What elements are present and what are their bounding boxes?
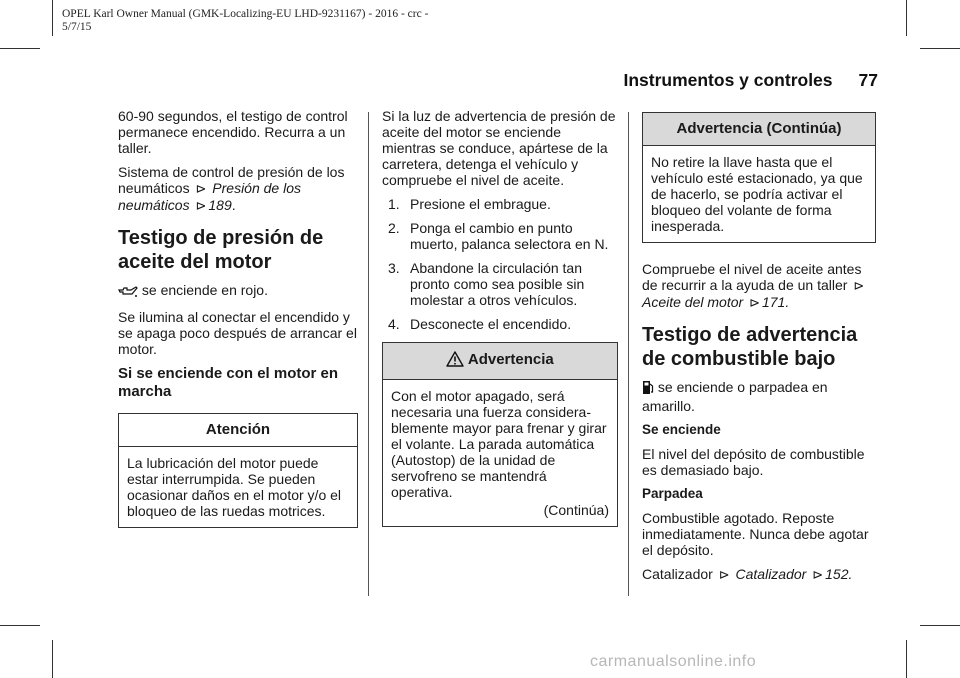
list-item: 2. Ponga el cambio en punto muerto, palanca selectora en N. (388, 220, 609, 252)
warning-triangle-icon (446, 351, 464, 371)
column-divider-2 (628, 112, 629, 596)
reference-arrow-icon: ⊳ (195, 181, 207, 196)
page-ref[interactable]: 171. (761, 294, 790, 310)
warning-header (383, 343, 617, 380)
crop-mark-bottom-right (920, 625, 960, 626)
column-2 (382, 108, 618, 527)
paragraph-oil-check: Compruebe el nivel de aceite antes de recurrir a la ayuda de un taller ⊳ Aceite del motor ⊳ 171. (642, 261, 865, 310)
warning-title: Advertencia (467, 351, 554, 368)
column-divider-1 (368, 112, 369, 596)
paragraph-tpms: Sistema de control de presión de los neumáticos ⊳ Presión de los neumáticos ⊳ 189. (118, 164, 345, 213)
continued-label: (Continúa) (543, 502, 609, 518)
fuel-pump-icon (642, 380, 654, 398)
list-item: 1. Presione el embrague. (388, 196, 551, 212)
column-3 (642, 108, 876, 591)
warning-continued-body: No retire la llave hasta que el vehículo esté estacionado, ya que de hacerlo, se podría activar el bloqueo del volante de forma inesperada. (651, 154, 863, 234)
paragraph-catalyst: Catalizador ⊳ Catalizador ⊳ 152. (642, 566, 853, 582)
section-title: Instrumentos y controles (623, 70, 833, 90)
list-item: 4. Desconecte el encendido. (388, 316, 572, 332)
crop-mark-bottom-left-v (52, 640, 53, 678)
subheading-on: Se enciende (642, 422, 721, 437)
document-meta (62, 8, 542, 34)
oil-indicator-line: se enciende en rojo. (118, 282, 358, 301)
page-ref[interactable]: 152. (825, 566, 853, 582)
paragraph: El nivel del depósito de combustible es demasiado bajo. (642, 446, 865, 478)
reference-arrow-icon: ⊳ (718, 567, 730, 582)
reference-arrow-icon: ⊳ (853, 278, 865, 293)
page-number: 77 (858, 70, 878, 90)
list-item: 3. Abandone la circulación tan pronto como sea posible sin molestar a otros vehículos. (388, 260, 585, 308)
column-1 (118, 108, 358, 528)
link-tire-pressure[interactable]: Presión de los neumáticos (118, 180, 301, 213)
crop-mark-top-left-v (52, 0, 53, 36)
attention-box (118, 413, 358, 528)
warning-continued-title: Advertencia (Continúa) (643, 113, 875, 146)
warning-box (382, 342, 618, 527)
link-engine-oil[interactable]: Aceite del motor (642, 294, 744, 310)
fuel-indicator-line: se enciende o parpadea en amarillo. (642, 379, 828, 414)
section-heading-fuel: Testigo de advertencia de combustible bajo (642, 324, 858, 370)
crop-mark-bottom-right-v (906, 640, 907, 678)
paragraph: Combustible agotado. Reposte inmediatamente. Nunca debe agotar el depósito. (642, 510, 869, 558)
reference-arrow-icon: ⊳ (195, 198, 207, 213)
subheading-flash: Parpadea (642, 486, 703, 501)
reference-arrow-icon: ⊳ (749, 295, 760, 310)
crop-mark-bottom-left (0, 625, 40, 626)
crop-mark-top-left (0, 48, 40, 49)
crop-mark-top-right-v (906, 0, 907, 36)
section-heading-oil: Testigo de presión de aceite del motor (118, 227, 324, 273)
warning-body: Con el motor apagado, será necesaria una fuerza considera-blemente mayor para frenar y girar el volante. La parada automática (Autostop) de la unidad de servofreno se mantendrá operativa. (Continúa) (391, 388, 609, 518)
warning-continued-box (642, 112, 876, 243)
link-catalyst[interactable]: Catalizador (735, 566, 807, 582)
running-header (623, 70, 878, 91)
page-ref[interactable]: 189 (208, 197, 232, 213)
attention-title: Atención (119, 414, 357, 447)
subheading-running: Si se enciende con el motor en marcha (118, 365, 339, 400)
meta-line-1: OPEL Karl Owner Manual (GMK-Localizing-EU LHD-9231167) - 2016 - crc - (62, 8, 429, 20)
paragraph: 60-90 segundos, el testigo de control permanece encendido. Recurra a un taller. (118, 108, 348, 156)
meta-line-2: 5/7/15 (62, 21, 92, 33)
paragraph: Se ilumina al conectar el encendido y se apaga poco después de arrancar el motor. (118, 309, 357, 357)
crop-mark-top-right (920, 48, 960, 49)
reference-arrow-icon: ⊳ (812, 567, 824, 582)
steps-list (382, 196, 618, 332)
oil-can-icon (118, 285, 138, 301)
paragraph: Si la luz de advertencia de presión de aceite del motor se enciende mientras se conduce, apártese de la carretera, detenga el vehículo y compruebe el nivel de aceite. (382, 108, 616, 188)
attention-body: La lubricación del motor puede estar interrumpida. Se pueden ocasionar daños en el motor y/o el bloqueo de las ruedas motrices. (127, 455, 342, 519)
watermark: carmanualsonline.info (590, 653, 757, 670)
